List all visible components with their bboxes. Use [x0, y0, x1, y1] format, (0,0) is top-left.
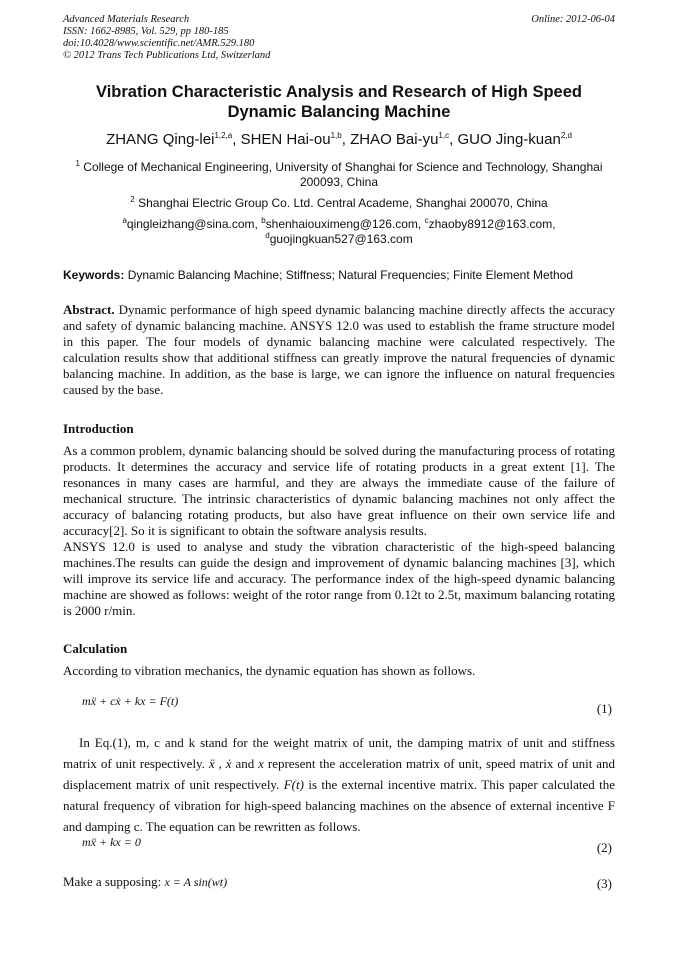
calc-paragraph-2: In Eq.(1), m, c and k stand for the weight matrix of unit, the damping matrix of unit and stiffness matrix of unit respectively. ẍ , ẋ and x represent the acceleration matrix of unit, speed matrix of unit and displacement matrix of unit respectively. F(t) is the external incentive matrix. This paper calculated the natural frequency of vibration for high-speed balancing machines on the absence of external incentive F and damping c. The equation can be rewritten as follows. — [63, 735, 615, 834]
section-heading-calculation: Calculation — [63, 641, 128, 656]
equation-2: mẍ + kx = 0 — [82, 835, 141, 849]
journal-name: Advanced Materials Research — [63, 14, 190, 25]
online-date: Online: 2012-06-04 — [531, 14, 615, 25]
equation-3-number: (3) — [596, 876, 612, 891]
author: ZHANG Qing-lei$^{1,2,a}$, — [106, 131, 241, 148]
keywords-text: Dynamic Balancing Machine; Stiffness; Natural Frequencies; Finite Element Method — [124, 268, 574, 282]
abstract — [63, 302, 615, 398]
calc-paragraph-1: According to vibration mechanics, the dynamic equation has shown as follows. — [63, 663, 476, 678]
doi-line: doi:10.4028/www.scientific.net/AMR.529.180 — [63, 38, 255, 49]
abstract-label: Abstract. — [63, 302, 115, 317]
author-emails: $^a$qingleizhang@sina.com, $^b$shenhaiouximeng@126.com, $^c$zhaoby8912@163.com, $^d$guojingkuan527@163.com — [122, 216, 556, 246]
copyright-line: © 2012 Trans Tech Publications Ltd, Switzerland — [63, 50, 271, 61]
author: SHEN Hai-ou$^{1,b}$, — [240, 131, 351, 148]
math-x-double-dot: ẍ — [208, 756, 215, 771]
affiliation-1: $^1$ College of Mechanical Engineering, University of Shanghai for Science and Technology, Shanghai 200093, China — [75, 159, 603, 189]
equation-3: x = A sin(wt) — [164, 875, 228, 889]
section-heading-introduction: Introduction — [63, 421, 134, 436]
calc-paragraph-3: Make a supposing: x = A sin(wt) — [63, 874, 228, 889]
equation-1-number: (1) — [596, 701, 612, 716]
intro-paragraph-1: As a common problem, dynamic balancing should be solved during the manufacturing process of rotating products. It determines the accuracy and service life of rotating products in a great extent [1]. The resonances in many cases are harmful, and they are always the immediate cause of the failure of mechanical structure. The intrinsic characteristics of dynamic balancing machines not only affect the accuracy of balancing rotating products, but also have great influence on their own service life and accuracy[2]. So it is significant to obtain the software analysis results. — [63, 443, 615, 538]
keywords-label: Keywords: — [63, 268, 125, 282]
math-x: x — [258, 756, 264, 771]
issn-line: ISSN: 1662-8985, Vol. 529, pp 180-185 — [63, 26, 229, 37]
keywords — [63, 268, 615, 282]
author: GUO Jing-kuan$^{2,d}$ — [457, 131, 572, 148]
math-f-of-t: F(t) — [283, 777, 304, 792]
journal-header — [63, 14, 615, 62]
affiliation-2: $^2$ Shanghai Electric Group Co. Ltd. Central Academe, Shanghai 200070, China — [130, 195, 548, 210]
abstract-text: Dynamic performance of high speed dynamic balancing machine directly affects the accuracy and safety of dynamic balancing machine. ANSYS 12.0 was used to establish the frame structure model in this paper. The four models of dynamic balancing machine were calculated respectively. The calculation results show that additional stiffness can greatly improve the natural frequencies of dynamic balancing machine. In addition, as the base is large, we can ignore the influence on natural frequencies caused by the base. — [63, 302, 615, 397]
equation-2-number: (2) — [596, 840, 612, 855]
paper-title: Vibration Characteristic Analysis and Research of High Speed Dynamic Balancing Machine — [96, 83, 582, 121]
math-x-dot: ẋ — [225, 756, 232, 771]
author: ZHAO Bai-yu$^{1,c}$, — [350, 131, 458, 148]
equation-1: mẍ + cẋ + kx = F(t) — [82, 694, 179, 708]
author-list — [63, 131, 615, 148]
intro-paragraph-2: ANSYS 12.0 is used to analyse and study the vibration characteristic of the high-speed balancing machines.The results can guide the design and improvement of dynamic balancing machines [3], which will improve its service life and accuracy. The performance index of the high-speed dynamic balancing machine are showed as follows: weight of the rotor range from 0.12t to 2.5t, maximum balancing rotating is 2000 r/min. — [63, 539, 615, 618]
